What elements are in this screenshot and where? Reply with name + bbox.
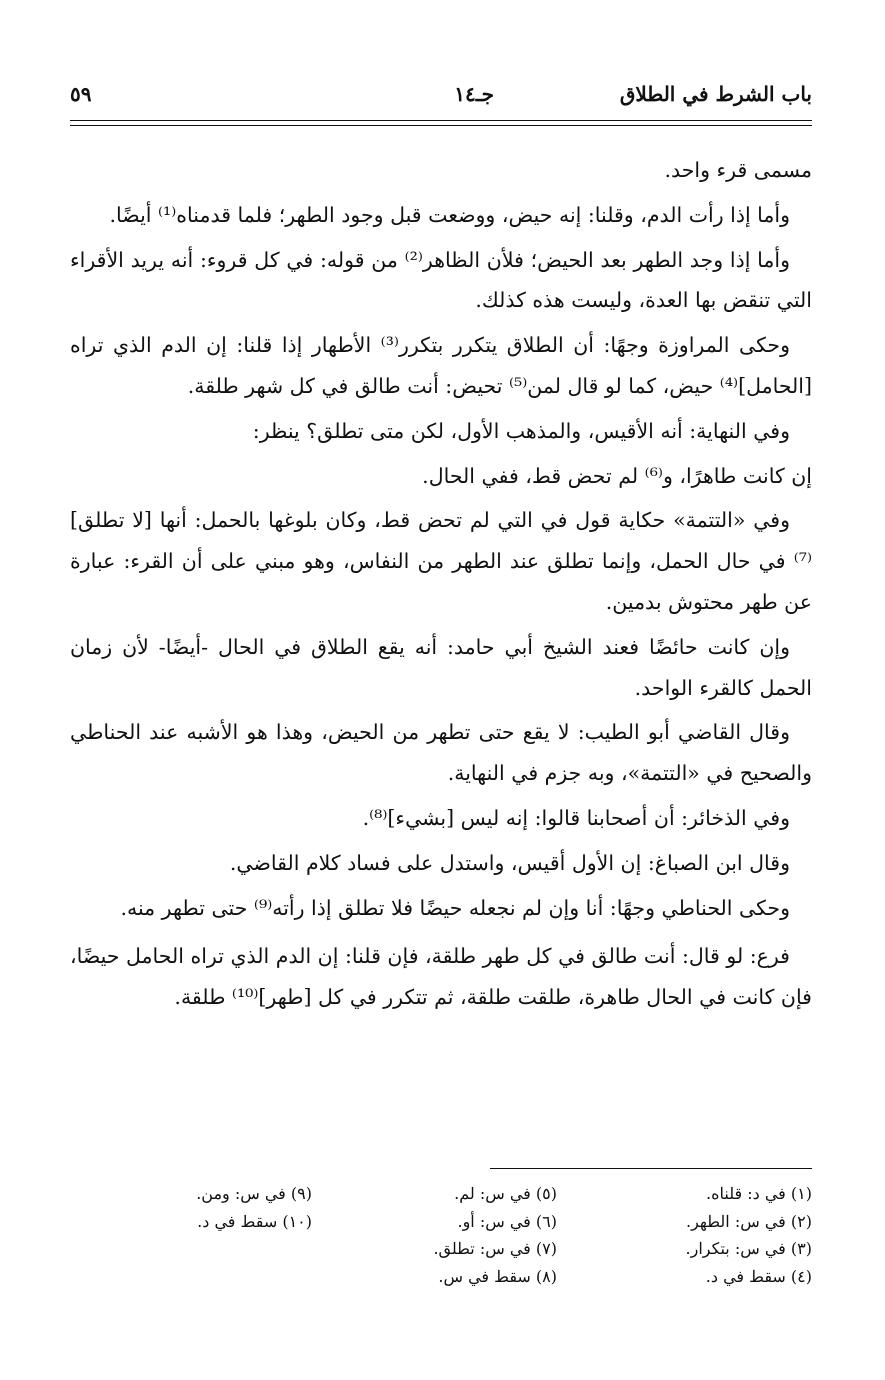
footnote-rule	[490, 1168, 812, 1169]
paragraph: وأما إذا رأت الدم، وقلنا: إنه حيض، ووضعت قبل وجود الطهر؛ فلما قدمناه⁽¹⁾ أيضًا.	[109, 202, 790, 227]
paragraph: مسمى قرء واحد.	[664, 158, 812, 182]
footnote: (٢) في س: الطهر.	[686, 1211, 812, 1231]
paragraph: وفي «التتمة» حكاية قول في التي لم تحض قط، وكان بلوغها بالحمل: أنها [لا تطلق]⁽⁷⁾ في حال الحمل، وإنما تطلق عند الطهر من النفاس، وهو مبني على أن القرء: عبارة عن طهر محتوش بدمين.	[70, 508, 812, 614]
paragraph: وفي النهاية: أنه الأقيس، والمذهب الأول، لكن متى تطلق؟ ينظر:	[252, 418, 790, 443]
paragraph: وقال القاضي أبو الطيب: لا يقع حتى تطهر من الحيض، وهذا هو الأشبه عند الحناطي والصحيح في «التتمة»، وبه جزم في النهاية.	[70, 720, 812, 786]
footnote: (٨) سقط في س.	[438, 1266, 557, 1286]
paragraph: وإن كانت حائضًا فعند الشيخ أبي حامد: أنه يقع الطلاق في الحال -أيضًا- لأن زمان الحمل كالقرء الواحد.	[70, 634, 812, 700]
paragraph: وحكى المراوزة وجهًا: أن الطلاق يتكرر بتكرر⁽³⁾ الأطهار إذا قلنا: إن الدم الذي تراه [الحامل]⁽⁴⁾ حيض، كما لو قال لمن⁽⁵⁾ تحيض: أنت طالق في كل شهر طلقة.	[70, 333, 812, 398]
paragraph: إن كانت طاهرًا، و⁽⁶⁾ لم تحض قط، ففي الحال.	[422, 463, 812, 488]
footnote-column-2	[312, 1180, 557, 1290]
footnote: (٤) سقط في د.	[705, 1266, 812, 1286]
header-rule-top	[70, 120, 812, 121]
footnote-column-1	[567, 1180, 812, 1290]
footnote: (١٠) سقط في د.	[197, 1211, 312, 1231]
footnote: (٩) في س: ومن.	[196, 1184, 312, 1203]
main-text	[70, 150, 812, 1022]
paragraph: وقال ابن الصباغ: إن الأول أقيس، واستدل على فساد كلام القاضي.	[229, 850, 790, 875]
header-rule-bottom	[70, 125, 812, 126]
paragraph: وفي الذخائر: أن أصحابنا قالوا: إنه ليس [بشيء]⁽⁸⁾.	[362, 805, 790, 830]
running-header	[70, 82, 812, 114]
page-number: ٥٩	[70, 82, 92, 106]
volume-label: جـ١٤	[454, 82, 494, 106]
paragraph: وأما إذا وجد الطهر بعد الحيض؛ فلأن الظاهر⁽²⁾ من قوله: في كل قروء: أنه يريد الأقراء التي تنقض بها العدة، وليست هذه كذلك.	[70, 247, 812, 313]
footnote: (٧) في س: تطلق.	[433, 1239, 557, 1258]
footnote: (١) في د: قلناه.	[706, 1184, 812, 1203]
paragraph-far: فرع: لو قال: أنت طالق في كل طهر طلقة، فإن قلنا: إن الدم الذي تراه الحامل حيضًا، فإن كانت في الحال طاهرة، طلقت طلقة، ثم تتكرر في كل [طهر]⁽¹⁰⁾ طلقة.	[70, 944, 812, 1010]
footnote: (٣) في س: بتكرار.	[685, 1239, 812, 1258]
footnotes	[70, 1180, 812, 1330]
footnote: (٥) في س: لم.	[454, 1184, 557, 1203]
footnote: (٦) في س: أو.	[457, 1211, 557, 1231]
chapter-title: باب الشرط في الطلاق	[619, 82, 812, 106]
footnote-column-3	[67, 1180, 312, 1235]
paragraph: وحكى الحناطي وجهًا: أنا وإن لم نجعله حيضًا فلا تطلق إذا رأته⁽⁹⁾ حتى تطهر منه.	[120, 895, 790, 920]
